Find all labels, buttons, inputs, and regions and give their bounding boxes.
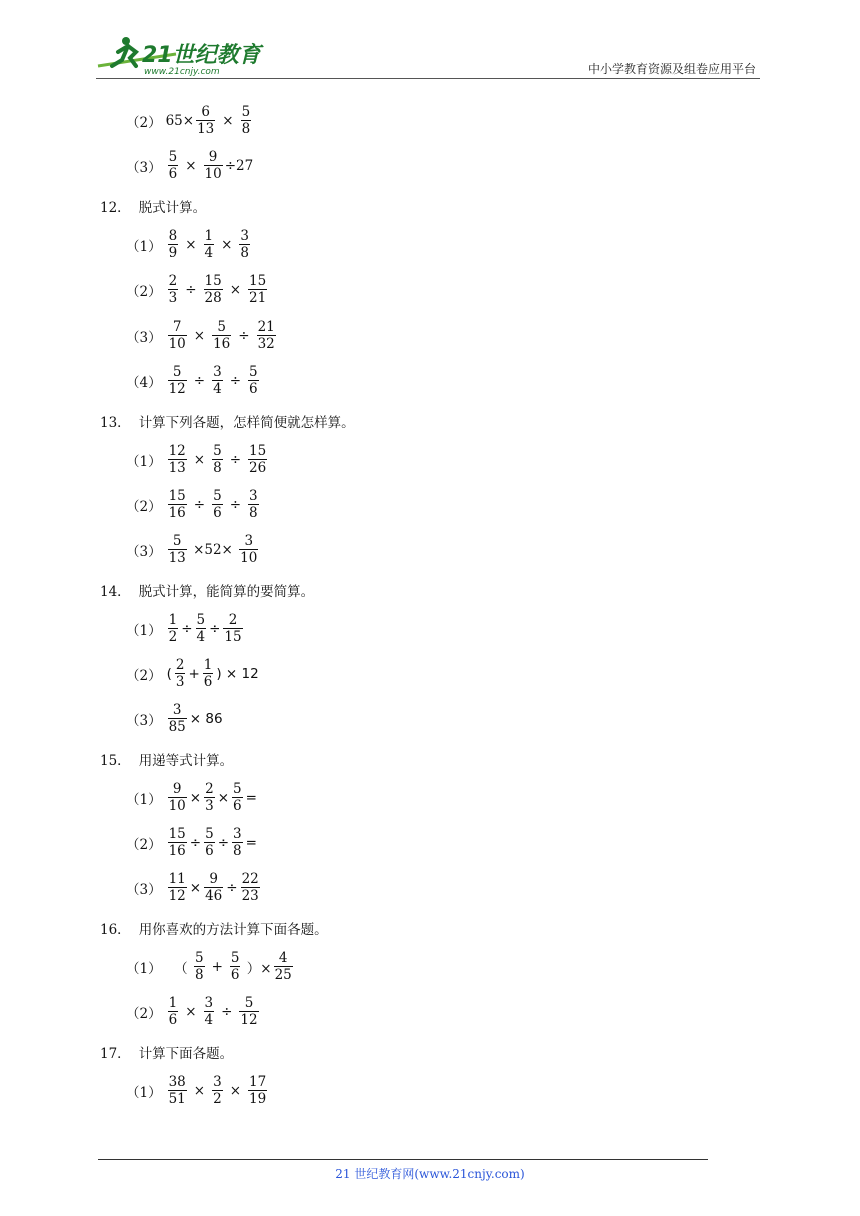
numerator: 11 (168, 871, 186, 887)
fraction (168, 320, 187, 351)
fraction (232, 782, 243, 813)
operator: ÷ (221, 1003, 233, 1020)
fraction (248, 1075, 267, 1106)
expression-text: ÷27 (224, 157, 254, 174)
denominator: 10 (204, 166, 222, 182)
numerator: 5 (241, 104, 251, 120)
denominator: 8 (213, 460, 222, 476)
numerator: 5 (244, 995, 254, 1011)
fraction (168, 827, 187, 858)
sub-question-index: （2） (126, 283, 162, 300)
denominator: 85 (168, 719, 186, 735)
numerator: 5 (213, 488, 222, 504)
denominator: 51 (168, 1091, 186, 1107)
fraction (232, 827, 243, 858)
denominator: 26 (249, 460, 267, 476)
fraction (175, 658, 186, 689)
operator: ÷ (217, 834, 229, 851)
numerator: 15 (249, 443, 267, 459)
sub-question (126, 489, 261, 520)
denominator: 10 (168, 336, 186, 352)
numerator: 1 (168, 612, 178, 628)
operator: ÷ (229, 451, 241, 468)
numerator: 1 (168, 995, 178, 1011)
numerator: 2 (168, 273, 178, 289)
operator: × (222, 112, 234, 129)
denominator: 8 (233, 843, 242, 859)
numerator: 4 (278, 950, 288, 966)
denominator: 32 (257, 336, 275, 352)
denominator: 6 (205, 843, 214, 859)
fraction (168, 703, 187, 734)
page-header (0, 0, 860, 90)
denominator: 8 (249, 505, 258, 521)
numerator: 9 (172, 781, 182, 797)
operator: × (229, 1082, 241, 1099)
operator: × (193, 327, 206, 344)
numerator: 3 (204, 995, 214, 1011)
denominator: 16 (168, 505, 186, 521)
numerator: 5 (194, 950, 204, 966)
operator: × (193, 451, 206, 468)
numerator: 9 (209, 871, 218, 887)
fraction (168, 782, 187, 813)
problem-number: 15． (100, 753, 131, 769)
sub-question-index: （1） (126, 622, 162, 639)
sub-question-index: （1） (126, 238, 162, 255)
fraction (212, 365, 223, 396)
operator: × (189, 879, 202, 896)
denominator: 9 (168, 245, 178, 261)
problem-title: 用你喜欢的方法计算下面各题。 (138, 922, 328, 938)
problem-number: 14． (100, 584, 131, 600)
operator: ÷ (229, 372, 241, 389)
sub-question (126, 613, 245, 644)
sub-question-index: （2） (126, 667, 162, 684)
fraction (168, 365, 187, 396)
sub-question (126, 105, 253, 136)
sub-question (126, 150, 253, 181)
fraction (212, 320, 231, 351)
denominator: 12 (168, 888, 186, 904)
denominator: 6 (203, 674, 213, 690)
fraction (248, 274, 267, 305)
numerator: 1 (204, 228, 214, 244)
fraction (241, 872, 260, 903)
operator: ÷ (226, 879, 238, 896)
denominator: 2 (213, 1091, 222, 1107)
operator: × (193, 1082, 206, 1099)
denominator: 10 (240, 550, 258, 566)
problem-heading (100, 918, 328, 938)
fraction (212, 1075, 223, 1106)
sub-question-index: （1） (126, 1084, 162, 1101)
fraction (204, 150, 223, 181)
numerator: 5 (168, 149, 178, 165)
operator: = (245, 834, 257, 851)
numerator: 5 (233, 781, 242, 797)
numerator: 5 (196, 612, 206, 628)
denominator: 4 (204, 1012, 214, 1028)
sub-question-index: （4） (126, 374, 162, 391)
sub-question (126, 996, 261, 1027)
denominator: 13 (168, 550, 186, 566)
operator: × (185, 236, 197, 253)
problem-title: 用递等式计算。 (138, 753, 234, 769)
expression-text: 65× (165, 112, 195, 129)
numerator: 5 (172, 533, 182, 549)
operator: × (185, 1003, 197, 1020)
problem-number: 17． (100, 1046, 131, 1062)
denominator: 21 (249, 290, 267, 306)
operator: = (245, 789, 257, 806)
operator: ÷ (229, 496, 241, 513)
fraction (168, 613, 179, 644)
numerator: 5 (249, 364, 258, 380)
fraction (239, 229, 250, 260)
denominator: 8 (240, 245, 249, 261)
fraction (168, 489, 187, 520)
operator: × 86 (189, 710, 223, 727)
sub-question-index: （2） (126, 836, 162, 853)
operator: × (221, 236, 233, 253)
sub-question (126, 444, 269, 475)
problem-title: 脱式计算，能简算的要简算。 (138, 584, 315, 600)
sub-question (126, 703, 224, 734)
numerator: 3 (213, 1074, 222, 1090)
denominator: 16 (213, 336, 231, 352)
numerator: 15 (204, 273, 222, 289)
fraction (203, 658, 214, 689)
operator: × (185, 157, 197, 174)
fraction (248, 365, 259, 396)
numerator: 3 (240, 228, 249, 244)
denominator: 6 (213, 505, 222, 521)
fraction (168, 1075, 187, 1106)
sub-question-index: （3） (126, 712, 162, 729)
problem-title: 计算下列各题，怎样简便就怎样算。 (138, 415, 355, 431)
denominator: 3 (205, 798, 214, 814)
fraction (204, 274, 223, 305)
logo (96, 32, 266, 80)
fraction (257, 320, 276, 351)
fraction (204, 996, 215, 1027)
denominator: 6 (168, 1012, 178, 1028)
operator: × (189, 789, 202, 806)
fraction (168, 274, 179, 305)
problem-number: 13． (100, 415, 131, 431)
denominator: 10 (168, 798, 186, 814)
denominator: 6 (233, 798, 242, 814)
numerator: 2 (175, 657, 185, 673)
operator: ( (166, 665, 172, 682)
operator: × (217, 789, 229, 806)
numerator: 17 (249, 1074, 267, 1090)
numerator: 5 (205, 826, 214, 842)
denominator: 15 (224, 629, 242, 645)
fraction (196, 613, 207, 644)
fraction (168, 229, 179, 260)
denominator: 4 (204, 245, 214, 261)
denominator: 23 (241, 888, 259, 904)
fraction (248, 444, 267, 475)
fraction (204, 229, 215, 260)
numerator: 3 (233, 826, 242, 842)
denominator: 3 (168, 290, 178, 306)
numerator: 5 (213, 443, 222, 459)
problem-heading (100, 580, 314, 600)
numerator: 21 (257, 319, 275, 335)
fraction (194, 951, 205, 982)
problem-number: 12． (100, 200, 131, 216)
numerator: 12 (168, 443, 186, 459)
denominator: 4 (213, 381, 222, 397)
sub-question (126, 534, 260, 565)
sub-question-index: （3） (126, 329, 162, 346)
denominator: 12 (240, 1012, 258, 1028)
expression-text: ×52× (188, 541, 238, 558)
operator: ) × 12 (216, 665, 259, 682)
problem-heading (100, 196, 206, 216)
sub-question (126, 365, 261, 396)
problem-number: 16． (100, 922, 131, 938)
header-platform-text: 中小学教育资源及组卷应用平台 (587, 62, 756, 76)
operator: ÷ (193, 496, 206, 513)
denominator: 25 (274, 967, 292, 983)
sub-question (126, 872, 262, 903)
fraction (168, 872, 187, 903)
sub-question (126, 827, 258, 858)
sub-question-index: （1） (126, 791, 162, 808)
numerator: 8 (168, 228, 178, 244)
sub-question-index: （2） (126, 498, 162, 515)
fraction (248, 489, 259, 520)
numerator: 1 (203, 657, 213, 673)
fraction (241, 105, 252, 136)
fraction (196, 105, 215, 136)
sub-question-index: （2） (126, 1005, 162, 1022)
denominator: 19 (249, 1091, 267, 1107)
numerator: 6 (201, 104, 210, 120)
numerator: 3 (213, 364, 222, 380)
expression-text: ）× (242, 960, 272, 977)
numerator: 15 (249, 273, 267, 289)
sub-question-index: （3） (126, 881, 162, 898)
denominator: 8 (194, 967, 204, 983)
sub-question (126, 951, 295, 982)
sub-question (126, 658, 260, 689)
problem-heading (100, 411, 355, 431)
denominator: 4 (196, 629, 206, 645)
numerator: 5 (172, 364, 182, 380)
operator: × (229, 281, 241, 298)
fraction (212, 489, 223, 520)
numerator: 15 (168, 826, 186, 842)
fraction (168, 444, 187, 475)
logo-text: 21世纪教育 (142, 43, 261, 68)
denominator: 13 (197, 121, 215, 137)
operator: ÷ (181, 620, 193, 637)
numerator: 5 (217, 319, 226, 335)
numerator: 7 (172, 319, 182, 335)
operator: ÷ (209, 620, 221, 637)
sub-question-index: （3） (126, 543, 162, 560)
sub-question-index: （2） (126, 114, 162, 131)
numerator: 9 (208, 149, 218, 165)
numerator: 3 (172, 702, 182, 718)
fraction (239, 996, 258, 1027)
numerator: 2 (205, 781, 214, 797)
fraction (204, 782, 215, 813)
header-divider (96, 78, 760, 79)
sub-question (126, 320, 278, 351)
sub-question-index: （3） (126, 159, 162, 176)
sub-question-index: （1） (126, 960, 162, 977)
logo-icon (96, 32, 266, 80)
numerator: 15 (168, 488, 186, 504)
denominator: 12 (168, 381, 186, 397)
numerator: 3 (244, 533, 254, 549)
fraction (168, 534, 187, 565)
denominator: 3 (175, 674, 185, 690)
sub-question (126, 1075, 269, 1106)
operator: ÷ (238, 327, 250, 344)
problem-title: 脱式计算。 (138, 200, 207, 216)
fraction (204, 827, 215, 858)
numerator: 38 (168, 1074, 186, 1090)
fraction (204, 872, 223, 903)
fraction (223, 613, 242, 644)
expression-text: （ (165, 960, 192, 977)
denominator: 13 (168, 460, 186, 476)
denominator: 8 (241, 121, 251, 137)
denominator: 16 (168, 843, 186, 859)
denominator: 46 (205, 888, 223, 904)
sub-question-index: （1） (126, 453, 162, 470)
fraction (212, 444, 223, 475)
operator: ÷ (189, 834, 202, 851)
numerator: 3 (249, 488, 258, 504)
operator: + (188, 665, 200, 682)
operator: ÷ (193, 372, 206, 389)
fraction (239, 534, 258, 565)
problem-title: 计算下面各题。 (138, 1046, 234, 1062)
denominator: 28 (204, 290, 222, 306)
sub-question (126, 782, 258, 813)
footer-divider (98, 1159, 708, 1160)
problem-heading (100, 1042, 233, 1062)
fraction (230, 951, 241, 982)
denominator: 6 (230, 967, 240, 983)
sub-question (126, 229, 252, 260)
denominator: 2 (168, 629, 178, 645)
problem-heading (100, 749, 233, 769)
denominator: 6 (249, 381, 258, 397)
operator: + (211, 958, 223, 975)
logo-url: www.21cnjy.com (144, 67, 220, 77)
fraction (168, 996, 179, 1027)
denominator: 6 (168, 166, 178, 182)
numerator: 5 (230, 950, 240, 966)
operator: ÷ (185, 281, 197, 298)
fraction (274, 951, 293, 982)
numerator: 22 (241, 871, 259, 887)
numerator: 2 (228, 612, 238, 628)
fraction (168, 150, 179, 181)
footer-site-text: 21 世纪教育网(www.21cnjy.com) (335, 1167, 525, 1181)
sub-question (126, 274, 269, 305)
